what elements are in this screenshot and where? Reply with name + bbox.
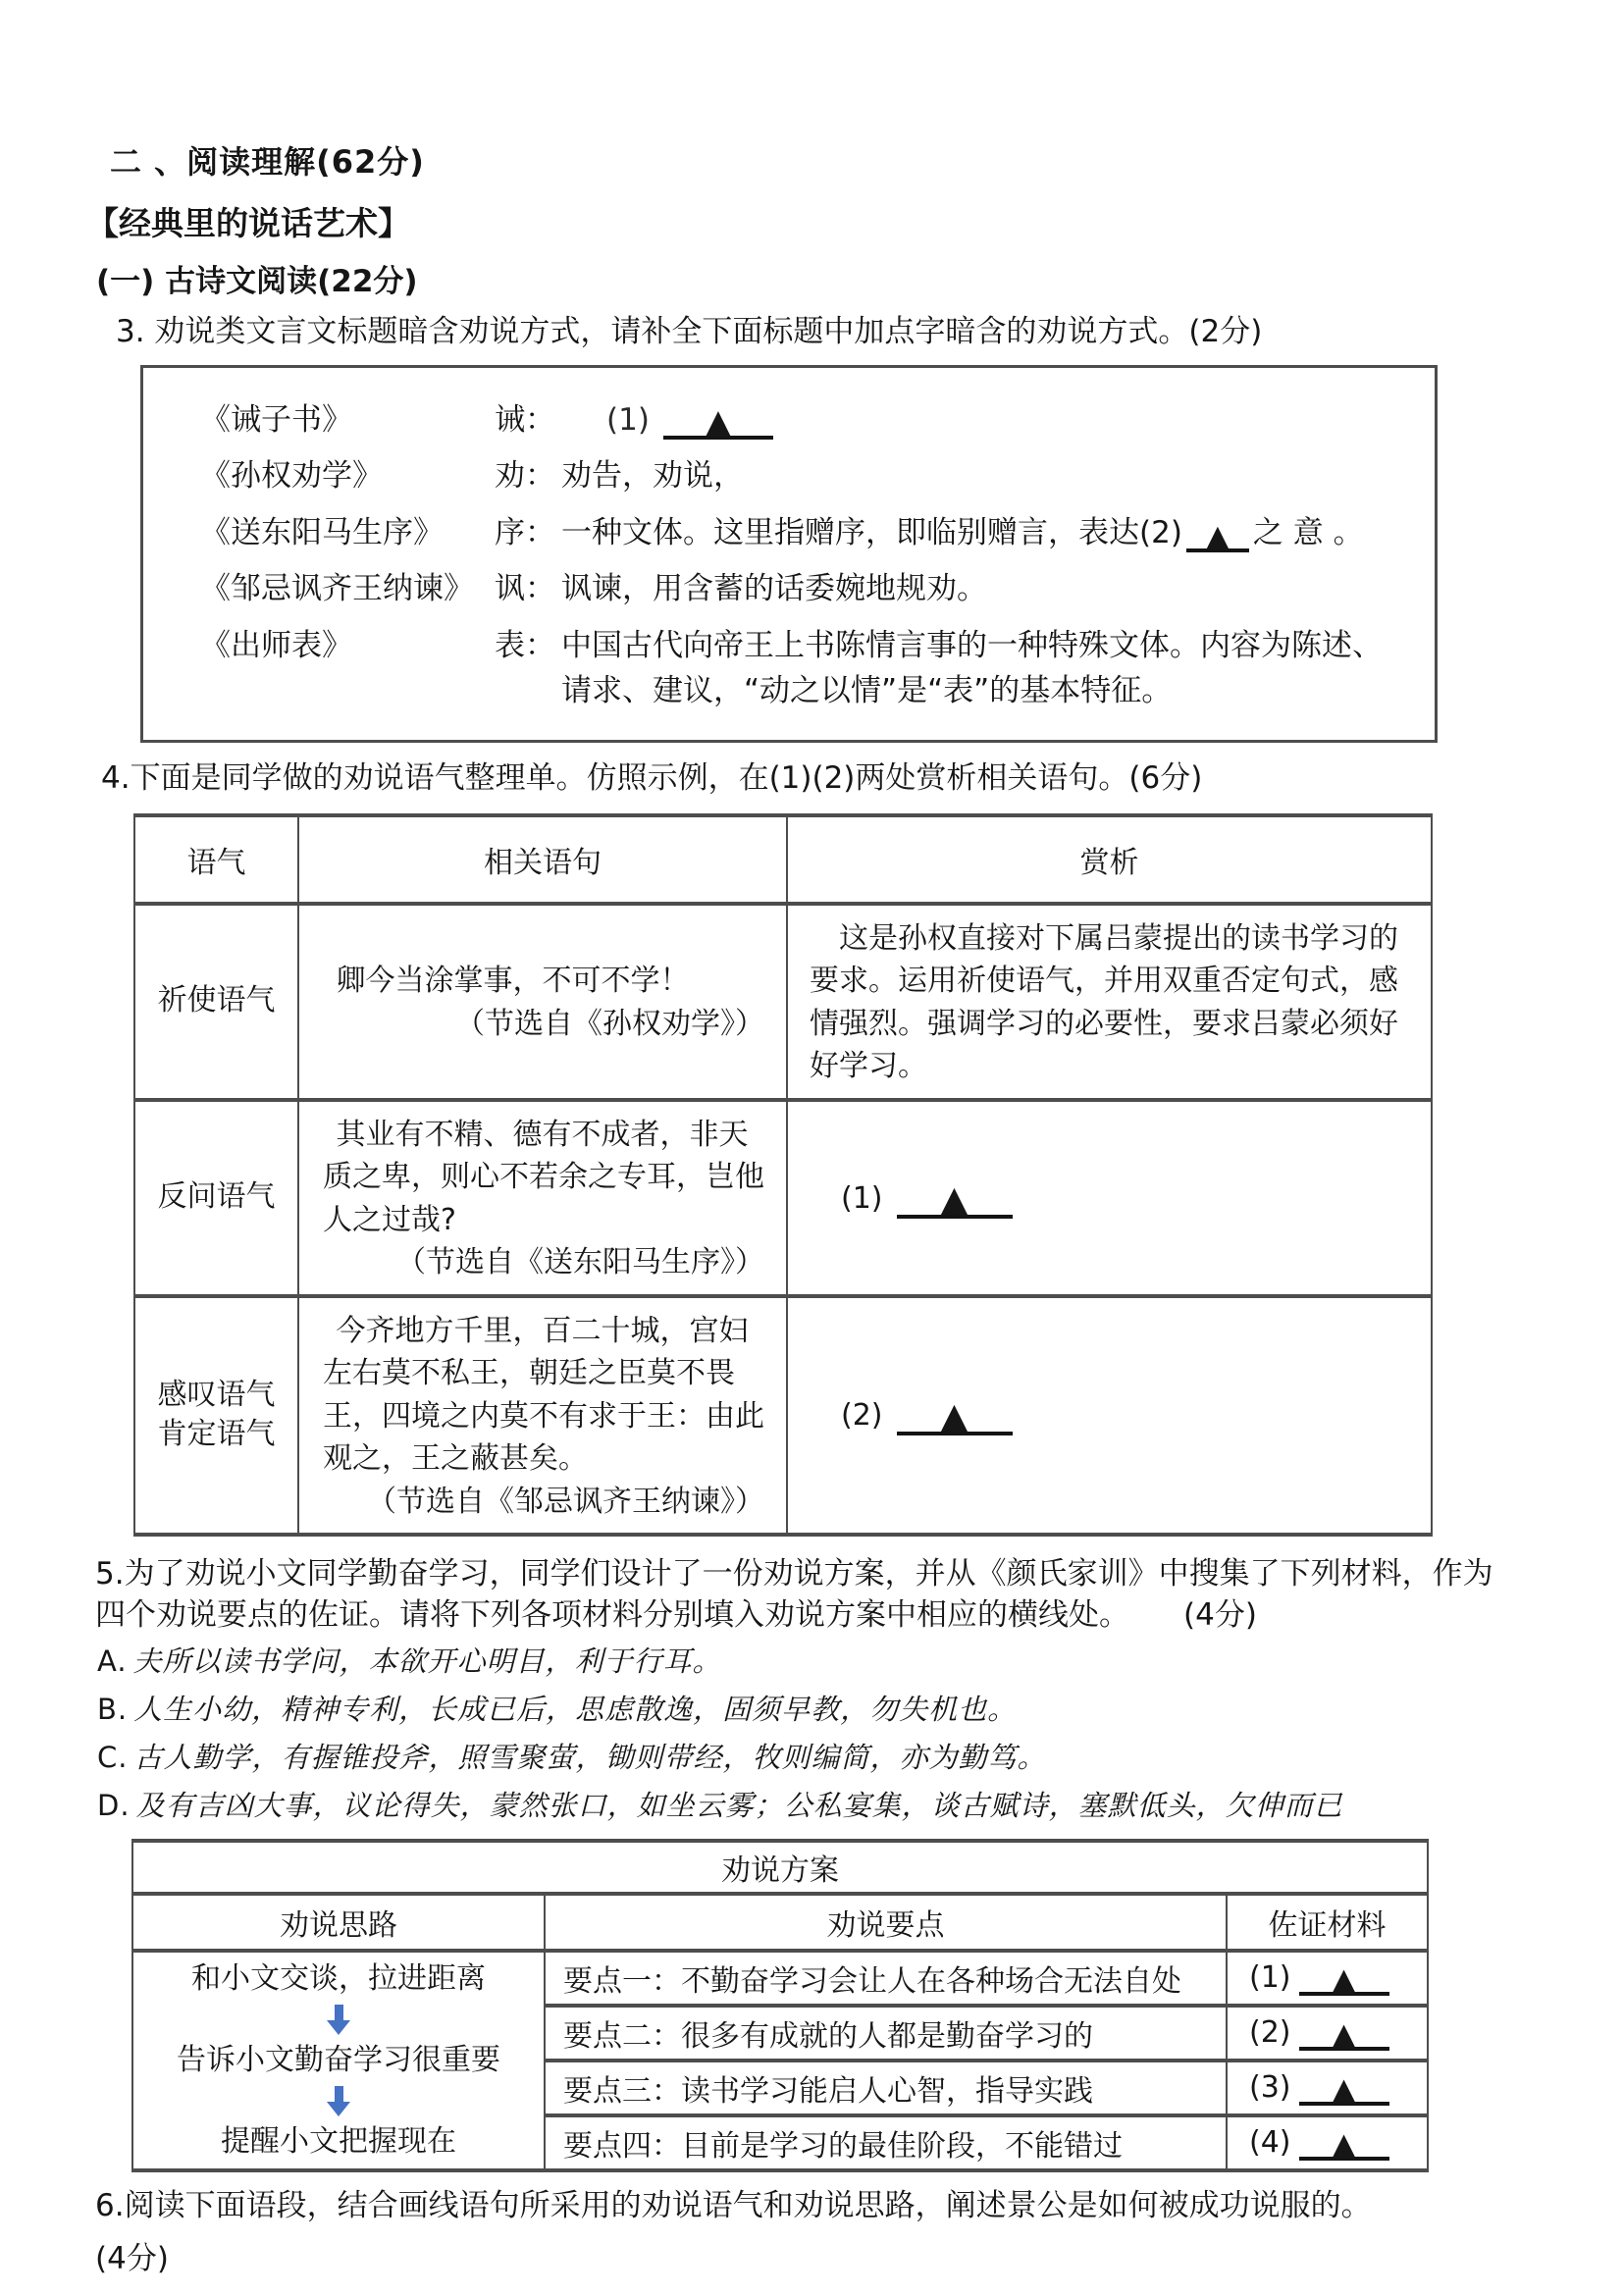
question-4-prompt: 4.下面是同学做的劝说语气整理单。仿照示例，在(1)(2)两处赏析相关语句。(6分) [101,759,1203,796]
question-5-score: (4分) [1183,1597,1257,1634]
table-row [134,904,1432,1100]
gloss-text [561,510,1411,556]
material-label: D. [97,1788,131,1822]
analysis-cell [787,1100,1432,1296]
persuasion-plan-table [131,1839,1429,2172]
quote-cell [298,1100,787,1296]
gloss-post: 之 意 。 [1252,514,1364,550]
question-3-box [140,365,1438,743]
blank-number: (1) [606,401,650,438]
answer-blank [897,1179,1013,1219]
strategy-cell [132,1951,545,2170]
tone-line-1: 感叹语气 [157,1377,276,1412]
down-arrow-icon [327,2086,350,2116]
triangle-placeholder: ▲ [1332,2015,1356,2054]
title-gloss-row [200,566,1411,612]
answer-blank [1299,2015,1389,2054]
gloss [495,453,1411,499]
blank-number: (1) [841,1180,883,1216]
section-title: 二 、阅读理解(62分) [110,143,425,181]
gloss [495,566,1411,612]
material-label: C. [97,1740,129,1774]
material-text: 夫所以读书学问，本欲开心明目，利于行耳。 [132,1644,722,1678]
point-cell: 要点二：很多有成就的人都是勤奋学习的 [545,2006,1227,2061]
gloss [495,623,1411,714]
quote-source: （节选自《送东阳马生序》） [396,1245,764,1280]
gloss [495,510,1411,556]
material-item [97,1740,1623,1774]
tone-line-2: 肯定语气 [157,1417,276,1452]
header-strategy: 劝说思路 [132,1894,545,1951]
header-quote: 相关语句 [298,815,787,904]
quote-text: 卿今当涂掌事，不可不学！ [336,964,690,999]
analysis-cell [787,904,1432,1100]
gloss-text: 中国古代向帝王上书陈情言事的一种特殊文体。内容为陈述、请求、建议，“动之以情”是“表”的基本特征。 [561,627,1383,709]
quote-cell [298,904,787,1100]
point-cell: 要点四：目前是学习的最佳阶段，不能错过 [545,2115,1227,2170]
material-label: B. [97,1692,129,1726]
strategy-step: 告诉小文勤奋学习很重要 [177,2043,500,2078]
evidence-cell [1227,1951,1428,2006]
answer-blank [1299,1960,1389,1999]
plan-title-row [132,1841,1428,1894]
plan-row [132,1951,1428,2006]
plan-title: 劝说方案 [132,1841,1428,1894]
triangle-placeholder: ▲ [705,401,731,442]
strategy-steps [134,1954,543,2167]
table-row [134,1100,1432,1296]
blank-number: (1) [1249,1960,1291,1996]
triangle-placeholder: ▲ [1332,2125,1356,2164]
question-6-score: (4分) [95,2241,169,2277]
strategy-step: 和小文交谈，拉进距离 [191,1961,486,1997]
answer-blank [1186,519,1249,552]
evidence-cell [1227,2061,1428,2115]
evidence-cell [1227,2115,1428,2170]
theme-title: 【经典里的说话艺术】 [86,204,410,242]
quote-text: 今齐地方千里，百二十城，宫妇左右莫不私王，朝廷之臣莫不畏王，四境之内莫不有求于王：由此观之，王之蔽甚矣。 [323,1313,764,1477]
blank-number: (2) [841,1398,883,1434]
strategy-step: 提醒小文把握现在 [221,2124,456,2160]
question-3-prompt: 3. 劝说类文言文标题暗含劝说方式，请补全下面标题中加点字暗含的劝说方式。(2分) [116,314,1263,349]
gloss-text [561,397,1411,444]
blank-number: (2) [1249,2015,1291,2051]
answer-blank [897,1396,1013,1435]
evidence-cell [1227,2006,1428,2061]
quote-source: （节选自《孙权劝学》） [455,1006,764,1041]
materials-list [97,1646,1623,1822]
question-5-text: 5.为了劝说小文同学勤奋学习，同学们设计了一份劝说方案，并从《颜氏家训》中搜集了下列材料，作为四个劝说要点的佐证。请将下列各项材料分别填入劝说方案中相应的横线处。 [95,1556,1493,1634]
book-title: 《孙权劝学》 [200,458,383,495]
gloss-pre: 一种文体。这里指赠序，即临别赠言，表达(2) [561,514,1182,550]
material-text: 及有吉凶大事，议论得失，蒙然张口，如坐云雾；公私宴集，谈古赋诗，塞默低头，欠伸而已 [135,1788,1343,1822]
gloss-term: 表： [495,627,555,663]
triangle-placeholder: ▲ [940,1396,969,1437]
triangle-placeholder: ▲ [940,1178,969,1220]
tone-cell: 祈使语气 [134,904,298,1100]
blank-number: (4) [1249,2125,1291,2161]
header-evidence: 佐证材料 [1227,1894,1428,1951]
gloss-term: 讽： [495,571,555,607]
header-tone: 语气 [134,815,298,904]
header-analysis: 赏析 [787,815,1432,904]
gloss-term: 序： [495,514,555,550]
book-title: 《邹忌讽齐王纳谏》 [200,571,474,607]
title-gloss-row [200,623,1411,714]
gloss-term: 劝： [495,458,555,495]
plan-header-row [132,1894,1428,1951]
answer-line [810,1396,1409,1435]
header-points: 劝说要点 [545,1894,1227,1951]
answer-blank [1299,2125,1389,2164]
gloss-text: 讽谏，用含蓄的话委婉地规劝。 [561,571,987,607]
triangle-placeholder: ▲ [1206,518,1230,553]
tone-cell [134,1296,298,1536]
gloss-term: 诫： [495,401,555,438]
title-gloss-row [200,397,1411,444]
material-item [97,1646,1623,1678]
gloss [495,397,1411,444]
quote-source: （节选自《邹忌讽齐王纳谏》） [367,1484,764,1519]
table-header-row [134,815,1432,904]
gloss-text: 劝告，劝说， [561,458,744,495]
book-title: 《送东阳马生序》 [200,514,444,550]
triangle-placeholder: ▲ [1332,2070,1356,2109]
point-cell: 要点一：不勤奋学习会让人在各种场合无法自处 [545,1951,1227,2006]
down-arrow-icon [327,2005,350,2035]
analysis-cell [787,1296,1432,1536]
quote-cell [298,1296,787,1536]
tone-cell: 反问语气 [134,1100,298,1296]
material-label: A. [97,1644,128,1678]
title-gloss-row [200,453,1411,499]
question-6-prompt: 6.阅读下面语段，结合画线语句所采用的劝说语气和劝说思路，阐述景公是如何被成功说服的。 [95,2188,1372,2224]
title-gloss-row [200,510,1411,556]
material-item [97,1788,1623,1822]
tone-analysis-table [133,813,1433,1538]
book-title: 《诫子书》 [200,401,352,438]
analysis-text: 这是孙权直接对下属吕蒙提出的读书学习的要求。运用祈使语气，并用双重否定句式，感情强烈。强调学习的必要性，要求吕蒙必须好好学习。 [810,920,1398,1084]
quote-text: 其业有不精、德有不成者，非天质之卑，则心不若余之专耳，岂他人之过哉? [323,1117,764,1237]
answer-line [810,1179,1409,1219]
answer-blank [663,402,773,440]
question-5-prompt [95,1554,1516,1637]
blank-number: (3) [1249,2070,1291,2106]
material-text: 人生小幼，精神专利，长成已后，思虑散逸，固须早教，勿失机也。 [133,1692,1018,1726]
point-cell: 要点三：读书学习能启人心智，指导实践 [545,2061,1227,2115]
answer-blank [1299,2070,1389,2109]
table-row [134,1296,1432,1536]
subsection-title: (一) 古诗文阅读(22分) [96,264,418,299]
material-item [97,1692,1623,1726]
triangle-placeholder: ▲ [1332,1960,1356,1999]
book-title: 《出师表》 [200,627,352,663]
material-text: 古人勤学，有握锥投斧，照雪聚萤，锄则带经，牧则编简，亦为勤笃。 [133,1740,1047,1774]
